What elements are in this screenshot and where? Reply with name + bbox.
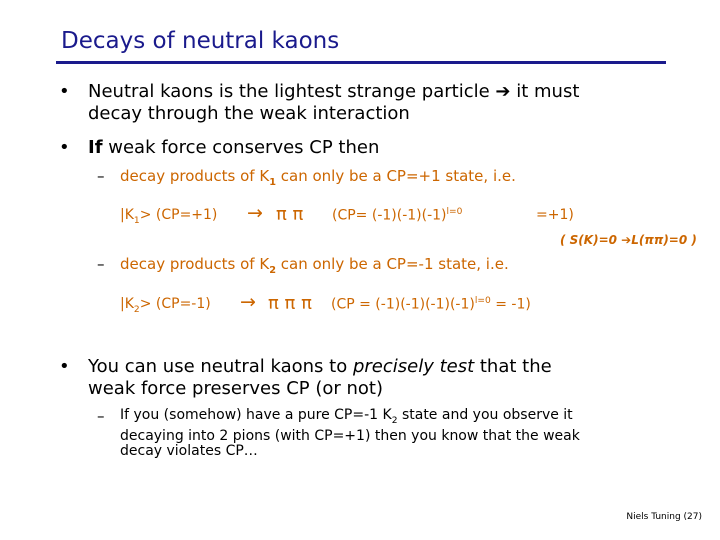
eq1-cp: (CP= (-1)(-1)(-1): [332, 207, 447, 224]
equation-1-product: π π: [276, 204, 304, 225]
right-arrow-icon: ➔: [495, 81, 511, 102]
eq1-sup: l=0: [446, 207, 463, 217]
eq1-lhs-sub: 1: [133, 215, 140, 226]
bullet-marker: •: [59, 356, 70, 377]
bullet-2-if: If: [88, 137, 103, 158]
eq2-result: = -1): [490, 296, 531, 313]
slide-title: Decays of neutral kaons: [61, 28, 340, 54]
equation-1-lhs: [120, 207, 217, 226]
sub-bullet-2: [120, 255, 509, 276]
sub-bullet-1-pre: decay products of K: [120, 167, 270, 185]
equation-2-cp: [331, 296, 531, 313]
eq1-lhs-post: > (CP=+1): [139, 207, 218, 223]
sub-bullet-3-subscript: 2: [391, 415, 398, 426]
equation-1-result: =+1): [536, 207, 574, 223]
sub-bullet-1: [120, 167, 516, 188]
eq2-lhs-pre: |K: [120, 296, 134, 312]
equation-1-cp: [332, 207, 462, 224]
bullet-3-emphasis: precisely test: [352, 356, 475, 377]
bullet-1-line2: decay through the weak interaction: [88, 103, 410, 124]
sub-bullet-3-line2: decaying into 2 pions (with CP=+1) then you know that the weak: [120, 427, 580, 444]
sub-bullet-2-subscript: 2: [269, 265, 276, 276]
bullet-1-line1-pre: Neutral kaons is the lightest strange particle: [88, 81, 496, 102]
bullet-3-line2: weak force preserves CP (or not): [88, 378, 384, 399]
dash-marker: –: [97, 407, 105, 425]
bullet-2-rest: weak force conserves CP then: [102, 137, 380, 158]
equation-2-product: π π π: [268, 293, 312, 314]
dash-marker: –: [97, 255, 105, 273]
equation-2-arrow: →: [240, 291, 256, 313]
sub-bullet-2-pre: decay products of K: [120, 255, 270, 273]
bullet-3-text: [88, 356, 552, 400]
title-underline: [56, 61, 666, 64]
sub-bullet-3-line1-post: state and you observe it: [397, 407, 573, 423]
bullet-3-line1-post: that the: [474, 356, 552, 377]
bullet-1-text: [88, 81, 579, 125]
sub-bullet-3-line1-pre: If you (somehow) have a pure CP=-1 K: [120, 407, 392, 423]
eq2-lhs-post: > (CP=-1): [139, 296, 211, 312]
bullet-marker: •: [59, 137, 70, 158]
equation-1-arrow: →: [247, 202, 263, 224]
footer-page-credit: Niels Tuning (27): [626, 512, 702, 522]
dash-marker: –: [97, 167, 105, 185]
equation-2-lhs: [120, 296, 211, 315]
angular-momentum-note: ( S(K)=0 ➔L(ππ)=0 ): [560, 233, 697, 247]
bullet-2-text: [88, 137, 379, 159]
eq1-lhs-pre: |K: [120, 207, 134, 223]
sub-bullet-2-post: can only be a CP=-1 state, i.e.: [275, 255, 509, 273]
eq2-lhs-sub: 2: [133, 304, 140, 315]
bullet-3-line1-pre: You can use neutral kaons to: [88, 356, 353, 377]
bullet-marker: •: [59, 81, 70, 102]
bullet-1-line1-post: it must: [510, 81, 580, 102]
sub-bullet-3: [120, 408, 580, 459]
eq2-cp: (CP = (-1)(-1)(-1)(-1): [331, 296, 475, 313]
eq2-sup: l=0: [474, 296, 491, 306]
sub-bullet-1-post: can only be a CP=+1 state, i.e.: [275, 167, 516, 185]
sub-bullet-1-subscript: 1: [269, 177, 276, 188]
sub-bullet-3-line3: decay violates CP…: [120, 442, 258, 459]
